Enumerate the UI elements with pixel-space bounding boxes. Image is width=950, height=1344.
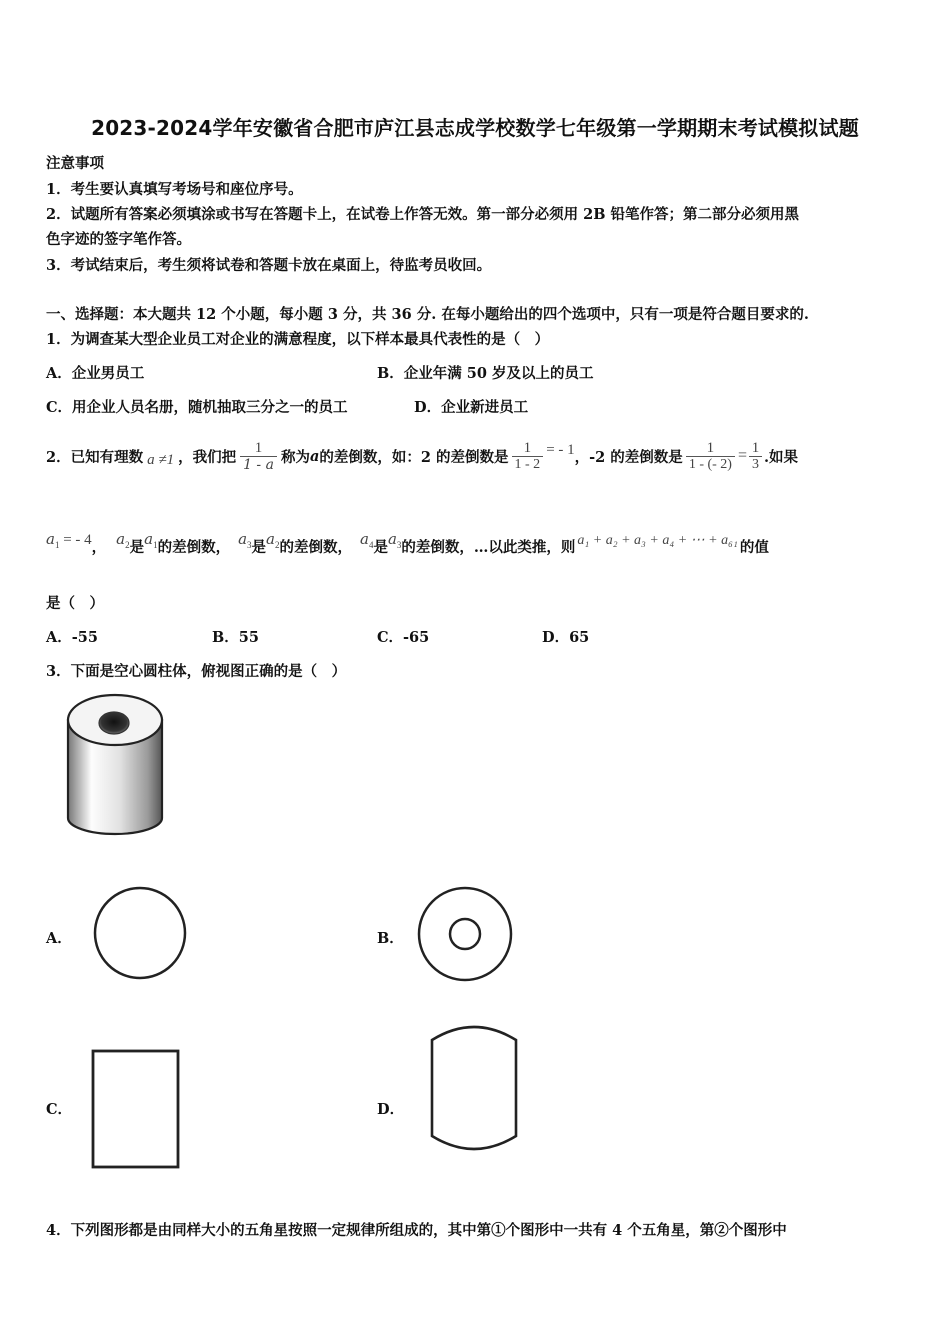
q3-option-b-figure <box>414 882 516 986</box>
q2-condition: a ≠1 <box>147 451 175 468</box>
q1-option-b: B．企业年满 50 岁及以上的员工 <box>377 365 594 382</box>
q2-a1b-sub: 1 <box>153 540 158 550</box>
q2-a2b-sub: 2 <box>274 540 280 550</box>
q2-is-3: 是 <box>373 538 388 556</box>
q2-a2-sub: 2 <box>125 540 130 550</box>
q3-option-a: A． <box>46 930 72 947</box>
q2-is-2: 是 <box>251 538 267 556</box>
q2-a2-ref <box>116 530 129 550</box>
q2-fraction-3 <box>686 440 735 473</box>
q2-a1b: a <box>144 530 154 548</box>
q2-is-1: 是 <box>129 538 145 556</box>
q2-a1: a <box>46 530 55 548</box>
q3-option-d: D． <box>377 1101 405 1118</box>
q2-sum: a₁ + a₂ + a₃ + a₄ + ⋯ + a₆₁ <box>577 532 738 548</box>
q2-a3-sub: 3 <box>247 540 252 550</box>
q2-a1-value: = - 4 <box>63 532 92 548</box>
q2-diff-2: 的差倒数， <box>279 538 352 556</box>
q1-option-c: C．用企业人员名册，随机抽取三分之一的员工 <box>46 399 348 416</box>
q2-a3b-ref <box>388 530 401 550</box>
q2-tail: 的值 <box>739 538 769 556</box>
q3-option-c-figure <box>88 1046 184 1172</box>
q2-equals: = <box>737 447 747 464</box>
q2-fraction-2-den: 1 - 2 <box>512 456 544 473</box>
q2-a1-sub: 1 <box>54 540 60 550</box>
q2-line-2 <box>46 528 769 564</box>
q1-stem: 1．为调查某大型企业员工对企业的满意程度，以下样本最具代表性的是（ ） <box>46 331 550 348</box>
q2-a1-ref <box>144 530 157 550</box>
q1-option-d: D．企业新进员工 <box>414 399 529 416</box>
q2-option-b: B．55 <box>212 629 259 646</box>
q2-fraction-4-num: 1 <box>751 439 760 456</box>
notice-item-2a: 2．试题所有答案必须填涂或书写在答题卡上，在试卷上作答无效。第一部分必须用 2B 铅笔作答；第二部分必须用黑 <box>46 206 800 223</box>
q2-fraction-3-den: 1 - (- 2) <box>686 456 735 473</box>
q2-line-1 <box>46 434 798 478</box>
q2-text-1: 2．已知有理数 <box>46 448 144 466</box>
q2-option-d: D．65 <box>542 629 590 646</box>
q3-stem: 3．下面是空心圆柱体，俯视图正确的是（ ） <box>46 663 347 680</box>
q2-var-a: a <box>309 447 320 465</box>
q2-a4-ref <box>360 530 373 550</box>
hollow-cylinder-figure <box>62 690 168 840</box>
q4-stem: 4．下列图形都是由同样大小的五角星按照一定规律所组成的，其中第①个图形中一共有 4 个五角星，第②个图形中 <box>46 1222 787 1239</box>
q2-a3b: a <box>387 530 397 548</box>
q2-option-a: A．-55 <box>46 629 98 646</box>
q2-option-c: C．-65 <box>377 629 430 646</box>
q2-diff-1: 的差倒数， <box>157 538 231 556</box>
q2-a1-def <box>46 530 92 550</box>
q2-text-5: ，-2 的差倒数是 <box>574 448 683 466</box>
q2-equals-neg1: = - 1 <box>546 441 575 458</box>
q2-a2: a <box>116 530 126 548</box>
q2-a3: a <box>238 530 248 548</box>
q2-fraction-2 <box>512 440 544 473</box>
q2-fraction-3-num: 1 <box>706 439 715 456</box>
q3-option-c: C． <box>46 1101 73 1118</box>
q2-fraction-2-num: 1 <box>523 439 532 456</box>
q3-option-d-figure <box>424 1018 524 1164</box>
q2-comma: ， <box>91 538 107 556</box>
q2-fraction-1-num: 1 <box>254 439 263 456</box>
q2-text-4: 的差倒数，如：2 的差倒数是 <box>319 448 509 466</box>
q2-line-3: 是（ ） <box>46 595 104 612</box>
q3-option-a-figure <box>90 885 190 985</box>
q2-text-2: ，我们把 <box>178 448 237 466</box>
q2-fraction-4 <box>749 440 762 473</box>
q2-a4: a <box>359 530 369 548</box>
q1-option-a: A．企业男员工 <box>46 365 145 382</box>
q2-a2b-ref <box>266 530 279 550</box>
q2-fraction-1-den: 1 - a <box>240 456 277 473</box>
q2-a3-ref <box>238 530 251 550</box>
notice-item-3: 3．考试结束后，考生须将试卷和答题卡放在桌面上，待监考员收回。 <box>46 257 492 274</box>
page-title: 2023-2024学年安徽省合肥市庐江县志成学校数学七年级第一学期期末考试模拟试题 <box>91 116 859 140</box>
q2-a4-sub: 4 <box>368 540 374 550</box>
q2-etc: 的差倒数，…以此类推，则 <box>401 538 576 556</box>
q2-a3b-sub: 3 <box>396 540 402 550</box>
q2-text-3: 称为 <box>280 448 310 466</box>
notice-item-1: 1．考生要认真填写考场号和座位序号。 <box>46 181 303 198</box>
q2-a2b: a <box>266 530 275 548</box>
q3-option-b: B． <box>377 930 404 947</box>
notice-item-2b: 色字迹的签字笔作答。 <box>46 231 191 248</box>
q2-fraction-1 <box>240 440 277 473</box>
notice-heading: 注意事项 <box>46 155 104 172</box>
q2-fraction-4-den: 3 <box>749 456 762 473</box>
section-heading: 一、选择题：本大题共 12 个小题，每小题 3 分，共 36 分. 在每小题给出的四个选项中，只有一项是符合题目要求的. <box>46 306 809 323</box>
q2-text-6: .如果 <box>764 448 799 466</box>
